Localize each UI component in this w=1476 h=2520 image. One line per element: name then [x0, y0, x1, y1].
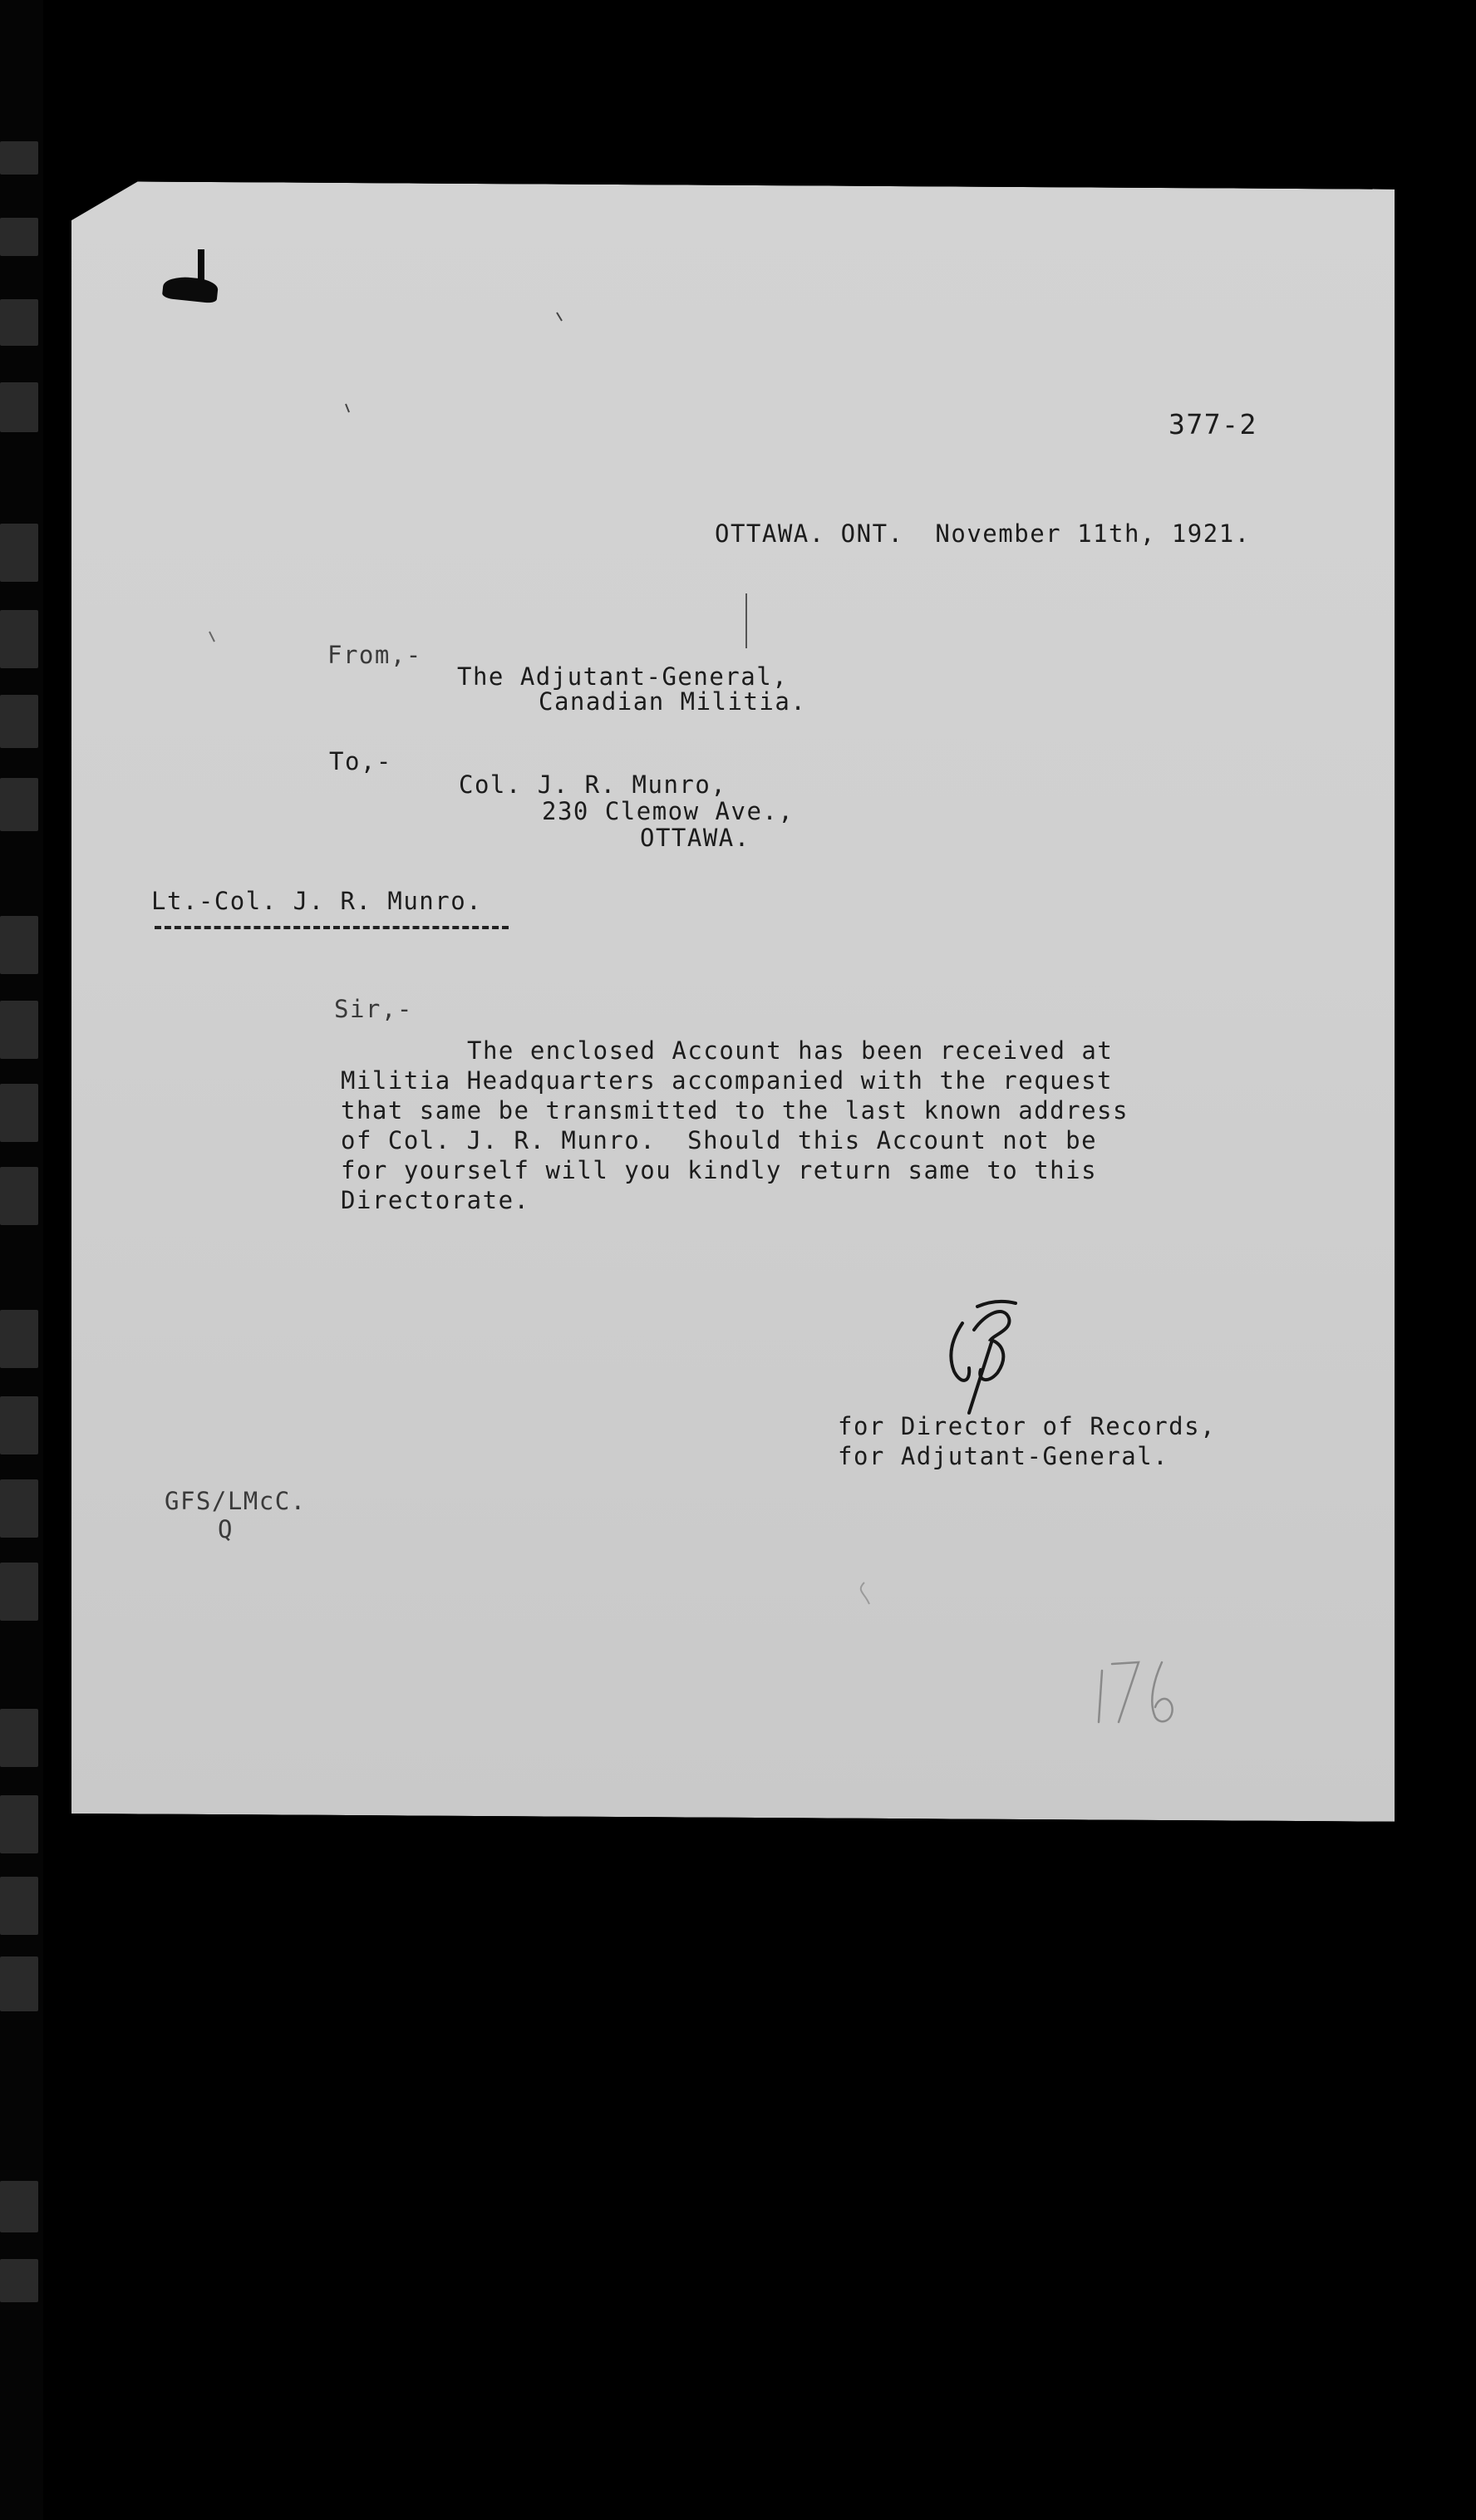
stray-tick-mark: [346, 404, 349, 412]
signoff-line-1: for Director of Records,: [838, 1412, 1217, 1440]
body-line: for yourself will you kindly return same to this: [341, 1156, 1098, 1184]
from-line-1: The Adjutant-General,: [457, 662, 789, 691]
stray-pencil-mark: [861, 1582, 869, 1604]
handwritten-initials-signature: [951, 1302, 1016, 1413]
body-line: that same be transmitted to the last known address: [341, 1096, 1129, 1125]
body-line: of Col. J. R. Munro. Should this Account not be: [341, 1126, 1098, 1154]
handwritten-number-176: [1099, 1662, 1173, 1722]
file-reference: 377-2: [1168, 408, 1257, 441]
salutation: Sir,-: [334, 995, 413, 1023]
reference-mark: Q: [218, 1515, 234, 1543]
body-line: Militia Headquarters accompanied with the request: [341, 1066, 1114, 1095]
to-line-3: OTTAWA.: [640, 824, 750, 852]
from-label: From,-: [327, 641, 422, 669]
body-line: Directorate.: [341, 1186, 530, 1214]
to-line-2: 230 Clemow Ave.,: [542, 797, 795, 825]
stray-tick-mark: [557, 313, 562, 321]
from-line-2: Canadian Militia.: [539, 687, 807, 716]
body-line: The enclosed Account has been received at: [467, 1036, 1114, 1065]
to-line-1: Col. J. R. Munro,: [459, 770, 727, 799]
stray-tick-mark: [209, 632, 214, 642]
reference-initials: GFS/LMcC.: [165, 1487, 307, 1515]
place-date: OTTAWA. ONT. November 11th, 1921.: [715, 519, 1251, 548]
to-label: To,-: [329, 747, 392, 775]
signoff-line-2: for Adjutant-General.: [838, 1442, 1169, 1470]
subject-line: Lt.-Col. J. R. Munro.: [151, 887, 483, 915]
